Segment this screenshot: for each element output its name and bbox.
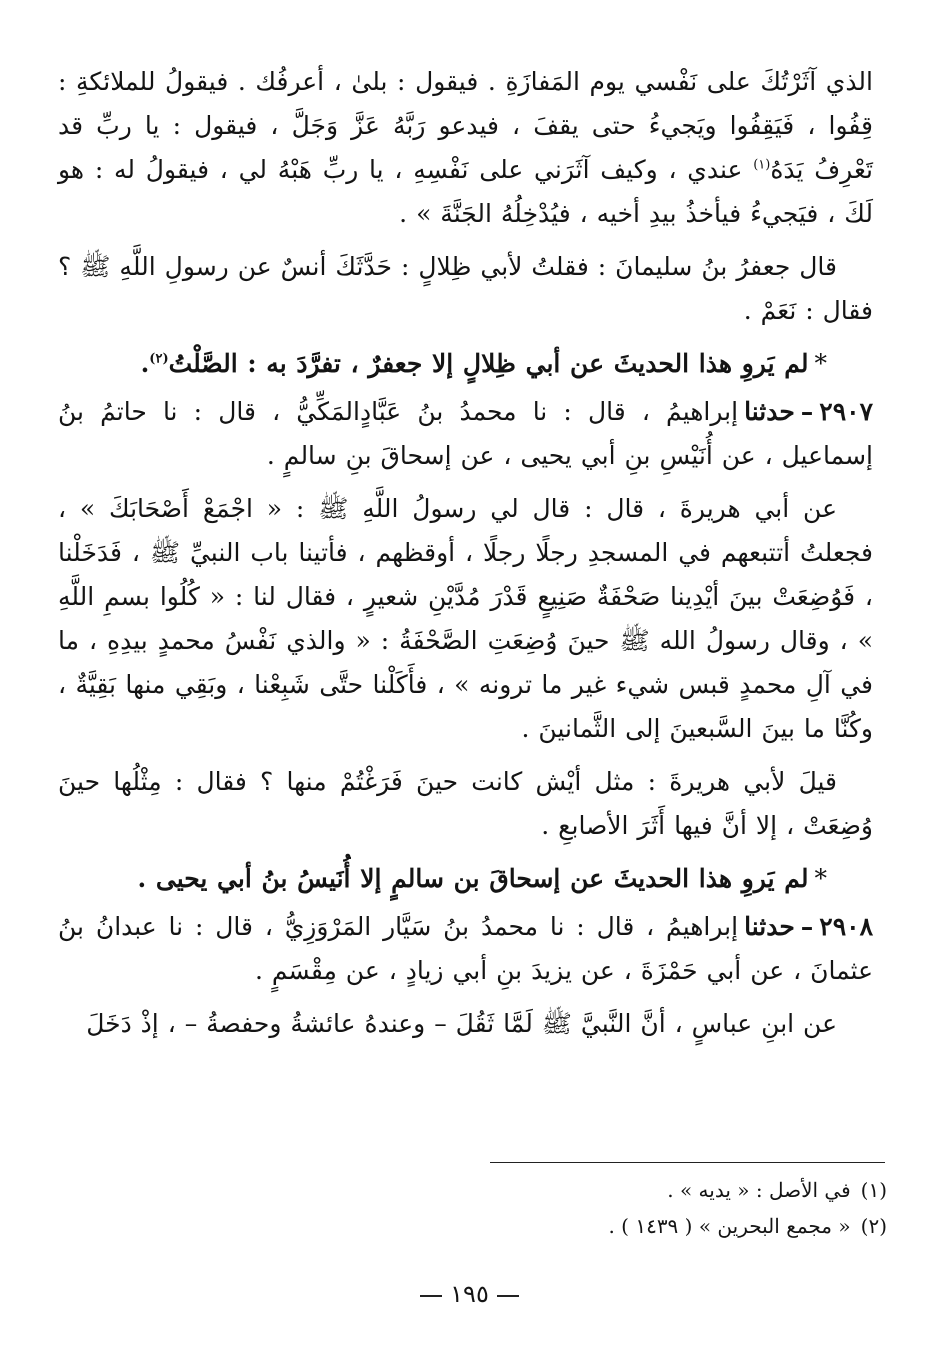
footnote-divider — [490, 1162, 885, 1163]
footnotes — [67, 1172, 887, 1244]
hadith-dash: – — [800, 912, 814, 941]
asterisk-icon: * — [814, 349, 827, 378]
hadith-2908 — [58, 905, 873, 993]
hadith-number-2908: ٢٩٠٨ — [819, 912, 873, 941]
page-number-dash-left — [420, 1295, 442, 1297]
footnote-ref-1[interactable]: (١) — [753, 157, 771, 173]
page-number — [0, 1280, 939, 1308]
paragraph-5: عن ابنِ عباسٍ ، أنَّ النَّبيَّ ﷺ لَمَّا ثَقُلَ – وعندهُ عائشةُ وحفصةُ – ، إذْ دَخَلَ — [86, 1009, 837, 1038]
narration-note-1-end: . — [140, 349, 150, 378]
paragraph-1-text: الذي آثَرْتُكَ على نَفْسي يوم المَفازَةِ . فيقول : بلىٰ ، أعرفُك . فيقولُ للملائكةِ : قِفُوا ، فَيَقِفُوا ويَجيءُ حتى يقفَ ، فيدعو رَبَّهُ عَزَّ وَجَلَّ ، فيقول : يا ربِّ قد تَعْرِفُ يَدَهُ — [58, 67, 873, 184]
narration-note-1-text: لم يَروِ هذا الحديثَ عن أبي ظِلالٍ إلا جعفرٌ ، تفرَّدَ به : الصَّلْتُ — [168, 349, 809, 378]
footnote-1-text: في الأصل : « يديه » . — [667, 1178, 851, 1202]
footnote-2-mark: (٢) — [860, 1214, 887, 1238]
page-number-dash-right — [497, 1295, 519, 1297]
paragraph-3: عن أبي هريرةَ ، قال : قال لي رسولُ اللَّهِ ﷺ : « اجْمَعْ أَصْحَابَكَ » ، فجعلتُ أتتبعهم في المسجدِ رجلًا رجلًا ، أوقظهم ، فأتينا باب النبيِّ ﷺ ، فَدَخَلْنا ، فَوُضِعَتْ بينَ أيْدِينا صَحْفَةٌ صَنِيعٍ قَدْرَ مُدَّيْنِ شعيرٍ ، فقال لنا : « كُلُوا بسمِ اللَّهِ » ، وقال رسولُ الله ﷺ حينَ وُضِعَتِ الصَّحْفَةُ : « والذي نَفْسُ محمدٍ بيدِهِ ، ما في آلِ محمدٍ قبس شيء غير ما ترونه » ، فأَكَلْنا حتَّى شَبِعْنا ، وبَقِي منها بَقِيَّةٌ ، وكُنَّا ما بينَ السَّبعينَ إلى الثَّمانينَ . — [58, 494, 873, 743]
paragraph-2: قال جعفرُ بنُ سليمانَ : فقلتُ لأبي ظِلالٍ : حَدَّثَكَ أنسٌ عن رسولِ اللَّهِ ﷺ ؟ فقال : نَعَمْ . — [58, 252, 873, 325]
hadith-opening-word: حدثنا — [744, 912, 795, 941]
paragraph-4: قيلَ لأبي هريرةَ : مثل أيْش كانت حينَ فَرَغْتُمْ منها ؟ فقال : مِثْلُها حينَ وُضِعَتْ ، إلا أنَّ فيها أَثَرَ الأصابعِ . — [58, 767, 873, 840]
paragraph-1-text-cont: عندي ، وكيف آثَرَني على نَفْسِهِ ، يا ربِّ هَبْهُ لي ، فيقولُ له : هو لَكَ ، فيَجيءُ فيأخذُ بيدِ أخيه ، فيُدْخِلُهُ الجَنَّةَ » . — [58, 155, 873, 228]
paragraph-1 — [58, 60, 873, 236]
hadith-2907 — [58, 390, 873, 478]
footnote-2-text: « مجمع البحرين » ( ١٤٣٩ ) . — [608, 1214, 851, 1238]
hadith-chain-2907: إبراهيمُ ، قال : نا محمدُ بنُ عَبَّادٍالمَكِّيُّ ، قال : نا حاتمُ بنُ إسماعيل ، عن أُنَيْسِ بنِ أبي يحيى ، عن إسحاقَ بنِ سالمٍ . — [58, 397, 873, 470]
hadith-opening-word: حدثنا — [744, 397, 795, 426]
footnote-1 — [67, 1172, 887, 1208]
narration-note-1 — [58, 342, 873, 386]
asterisk-icon: * — [814, 864, 827, 893]
footnote-1-mark: (١) — [860, 1178, 887, 1202]
hadith-number-2907: ٢٩٠٧ — [819, 397, 873, 426]
footnote-2 — [67, 1208, 887, 1244]
hadith-dash: – — [800, 397, 814, 426]
page-number-text: ١٩٥ — [450, 1280, 489, 1308]
narration-note-2 — [58, 857, 873, 901]
footnote-ref-2[interactable]: (٢) — [149, 351, 169, 367]
hadith-chain-2908: إبراهيمُ ، قال : نا محمدُ بنُ سَيَّار المَرْوَزِيُّ ، قال : نا عبدانُ بنُ عثمانَ ، عن أبي حَمْزَةَ ، عن يزيدَ بنِ أبي زيادٍ ، عن مِقْسَمٍ . — [58, 912, 873, 985]
narration-note-2-text: لم يَروِ هذا الحديثَ عن إسحاقَ بن سالمٍ إلا أُنَيسُ بنُ أبي يحيى . — [137, 864, 809, 893]
